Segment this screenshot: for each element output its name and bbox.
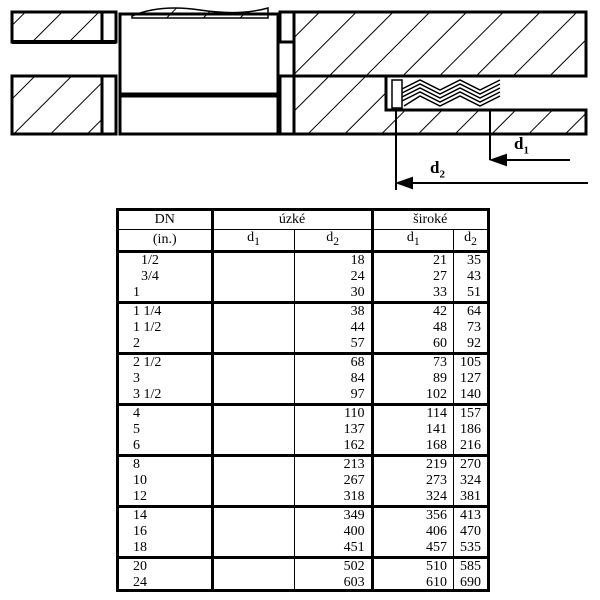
table-row [119, 524, 487, 540]
narrow-d2-cell: 97 [294, 387, 372, 405]
inch-header: (in.) [119, 230, 212, 252]
dn-cell: 20 [119, 557, 212, 575]
wide-d2-cell: 470 [460, 523, 481, 539]
dn-cell: 14 [119, 506, 212, 524]
narrow-d2-cell: 349 [294, 506, 372, 524]
dn-cell: 24 [119, 575, 212, 591]
wide-d2-cell: 381 [454, 489, 488, 507]
narrow-d2-cell: 162 [294, 438, 372, 456]
wide-d2-cell: 73 [467, 319, 481, 335]
wide-d1-cell: 510 [372, 557, 453, 575]
wide-d2-cell: 324 [460, 472, 481, 488]
table-row [119, 302, 487, 320]
narrow-d2-cell: 68 [294, 353, 372, 371]
wide-d2-cell: 216 [454, 438, 488, 456]
narrow-d2-cell: 110 [294, 404, 372, 422]
narrow-header: úzké [212, 211, 372, 230]
wide-d1-cell: 610 [372, 575, 453, 591]
wide-d2-cell: 413 [460, 507, 481, 523]
narrow-d2-cell: 38 [294, 302, 372, 320]
wide-d2-cell: 64 [467, 303, 481, 319]
wide-d1-cell: 273 [372, 473, 453, 489]
dn-cell: 3 [119, 371, 212, 387]
narrow-d1-cell [212, 269, 294, 285]
dn-cell: 8 [119, 455, 212, 473]
wide-d1-cell: 89 [372, 371, 453, 387]
spiral-gasket [392, 80, 500, 108]
table-row [119, 371, 487, 387]
narrow-d1-cell [212, 387, 294, 405]
wide-d1-cell: 33 [372, 285, 453, 303]
wide-d1-cell: 21 [372, 251, 453, 269]
dn-cell: 1 1/4 [119, 302, 212, 320]
wide-d1-cell: 73 [372, 353, 453, 371]
wide-d1-cell: 219 [372, 455, 453, 473]
wide-d2-cell: 43 [467, 268, 481, 284]
table-row [119, 269, 487, 285]
table-row [119, 506, 487, 524]
narrow-d1-cell [212, 506, 294, 524]
wide-d1-cell: 406 [372, 524, 453, 540]
wide-d1-header: $d_1$ [372, 230, 453, 252]
d2-dimension-label: $d_2$ [430, 158, 445, 181]
dn-cell: 6 [119, 438, 212, 456]
wide-d1-cell: 27 [372, 269, 453, 285]
wide-d2-cell: 535 [454, 540, 488, 558]
dn-header: DN [119, 211, 212, 230]
table-row [119, 473, 487, 489]
bolt [120, 8, 278, 96]
narrow-d2-cell: 18 [294, 251, 372, 269]
d1-dimension-label: $d_1$ [514, 134, 529, 157]
wide-d1-cell: 141 [372, 422, 453, 438]
table-row [119, 336, 487, 354]
wide-d1-cell: 457 [372, 540, 453, 558]
wide-d1-cell: 168 [372, 438, 453, 456]
table-body [119, 251, 487, 591]
narrow-d2-cell: 84 [294, 371, 372, 387]
narrow-d2-cell: 137 [294, 422, 372, 438]
narrow-d2-cell: 451 [294, 540, 372, 558]
narrow-d1-cell [212, 353, 294, 371]
wide-d2-cell: 585 [460, 558, 481, 574]
narrow-d2-cell: 603 [294, 575, 372, 591]
narrow-d1-cell [212, 489, 294, 507]
dn-cell: 12 [119, 489, 212, 507]
wide-d1-cell: 114 [372, 404, 453, 422]
dn-cell: 1/2 [119, 251, 212, 269]
table-row [119, 557, 487, 575]
narrow-d1-cell [212, 302, 294, 320]
wide-d1-cell: 356 [372, 506, 453, 524]
narrow-d2-header: $d_2$ [294, 230, 372, 252]
wide-d1-cell: 102 [372, 387, 453, 405]
wide-d2-cell: 186 [460, 421, 481, 437]
wide-d2-cell: 690 [460, 574, 481, 590]
narrow-d1-cell [212, 455, 294, 473]
wide-d1-cell: 42 [372, 302, 453, 320]
dn-cell: 3/4 [119, 269, 212, 285]
narrow-d1-cell [212, 251, 294, 269]
wide-d2-cell: 127 [460, 370, 481, 386]
dn-cell: 4 [119, 404, 212, 422]
wide-d2-cell: 157 [460, 405, 481, 421]
table-row [119, 251, 487, 269]
narrow-d2-cell: 213 [294, 455, 372, 473]
wide-d2-cell: 270 [460, 456, 481, 472]
narrow-d2-cell: 30 [294, 285, 372, 303]
dn-cell: 3 1/2 [119, 387, 212, 405]
narrow-d2-cell: 57 [294, 336, 372, 354]
table-row [119, 455, 487, 473]
wide-d2-cell: 92 [454, 336, 488, 354]
table-row [119, 438, 487, 456]
dn-cell: 18 [119, 540, 212, 558]
dn-cell: 16 [119, 524, 212, 540]
wide-d1-cell: 324 [372, 489, 453, 507]
wide-d2-header: $d_2$ [454, 230, 488, 252]
table-row [119, 285, 487, 303]
narrow-d1-cell [212, 422, 294, 438]
flange-gasket-section-drawing [0, 0, 600, 200]
table-header-row-1 [119, 211, 487, 230]
dn-cell: 1 1/2 [119, 320, 212, 336]
narrow-d2-cell: 502 [294, 557, 372, 575]
wide-d2-cell: 105 [460, 354, 481, 370]
wide-d2-cell: 140 [454, 387, 488, 405]
dn-cell: 2 1/2 [119, 353, 212, 371]
narrow-d2-cell: 44 [294, 320, 372, 336]
table-row [119, 540, 487, 558]
dimension-table [116, 208, 490, 592]
table-row [119, 422, 487, 438]
dn-cell: 5 [119, 422, 212, 438]
narrow-d1-cell [212, 336, 294, 354]
narrow-d1-cell [212, 524, 294, 540]
narrow-d1-cell [212, 540, 294, 558]
narrow-d1-cell [212, 438, 294, 456]
dn-cell: 2 [119, 336, 212, 354]
narrow-d1-cell [212, 285, 294, 303]
narrow-d2-cell: 267 [294, 473, 372, 489]
narrow-d1-header: $d_1$ [212, 230, 294, 252]
narrow-d2-cell: 400 [294, 524, 372, 540]
table-row [119, 320, 487, 336]
table-row [119, 353, 487, 371]
table-header-row-2 [119, 230, 487, 252]
narrow-d1-cell [212, 575, 294, 591]
narrow-d1-cell [212, 320, 294, 336]
wide-d1-cell: 60 [372, 336, 453, 354]
wide-d2-cell: 35 [467, 252, 481, 268]
narrow-d1-cell [212, 557, 294, 575]
narrow-d1-cell [212, 473, 294, 489]
wide-d2-cell: 51 [454, 285, 488, 303]
wide-d1-cell: 48 [372, 320, 453, 336]
table-row [119, 404, 487, 422]
table-row [119, 489, 487, 507]
narrow-d1-cell [212, 404, 294, 422]
dn-cell: 1 [119, 285, 212, 303]
narrow-d1-cell [212, 371, 294, 387]
table-row [119, 575, 487, 591]
dn-cell: 10 [119, 473, 212, 489]
narrow-d2-cell: 24 [294, 269, 372, 285]
wide-header: široké [372, 211, 487, 230]
narrow-d2-cell: 318 [294, 489, 372, 507]
upper-flange [12, 12, 586, 76]
table-row [119, 387, 487, 405]
